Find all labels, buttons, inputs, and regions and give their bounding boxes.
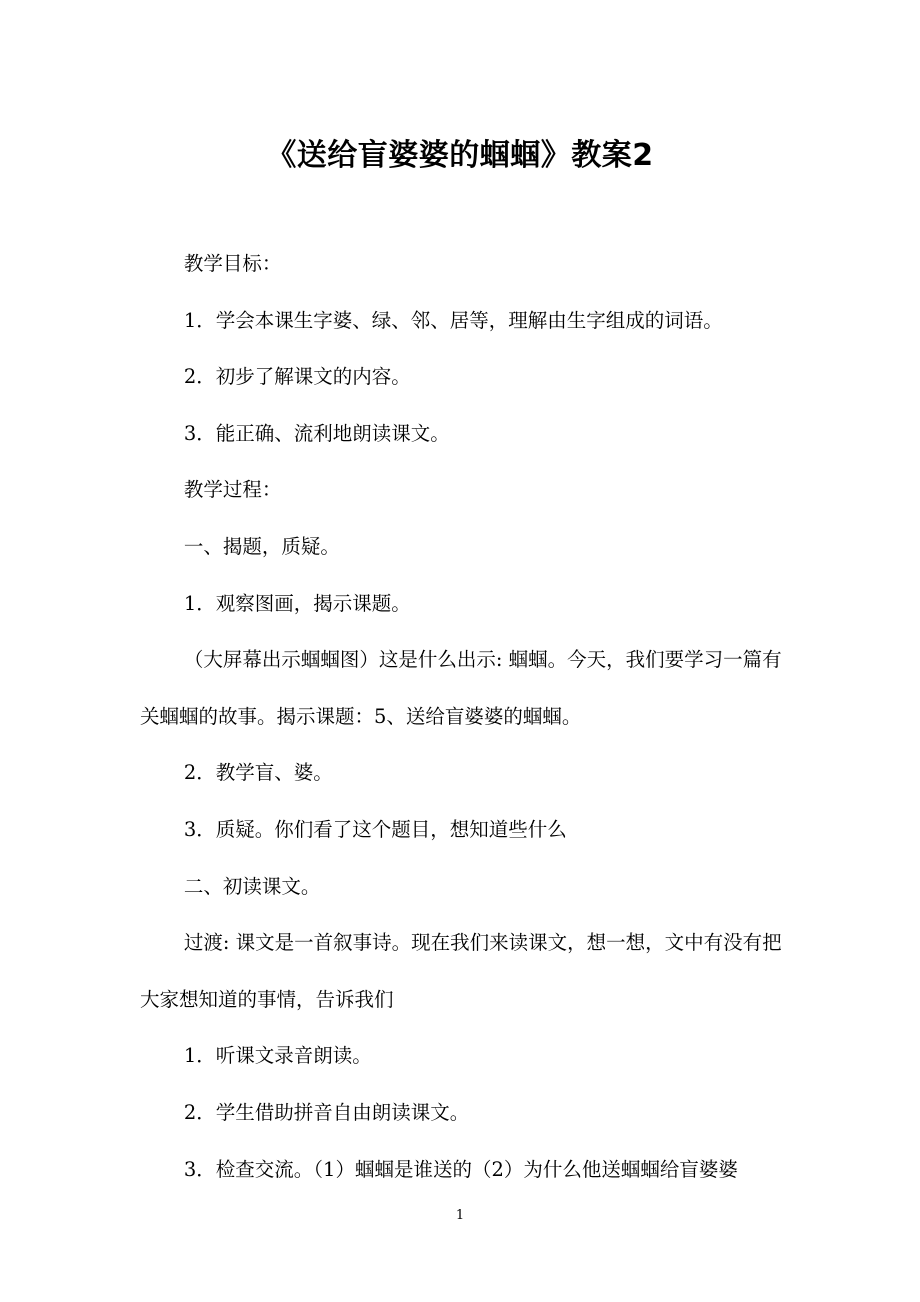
document-title: 《送给盲婆婆的蝈蝈》教案2 [266,138,654,174]
paragraph-goal-2: 2．初步了解课文的内容。 [183,365,411,389]
paragraph-step-1-3: 3．质疑。你们看了这个题目，想知道些什么 [183,817,567,841]
paragraph-step-2-2: 2．学生借助拼音自由朗读课文。 [183,1100,470,1124]
paragraph-step-2-1: 1．听课文录音朗读。 [183,1044,372,1068]
paragraph-step-1-1: 1．观察图画，揭示课题。 [183,591,411,615]
paragraph-goal-1: 1．学会本课生字婆、绿、邻、居等，理解由生字组成的词语。 [183,308,723,332]
paragraph-section-1-heading: 一、揭题，质疑。 [183,534,340,558]
document-body [140,236,782,1198]
paragraph-step-2-3: 3．检查交流。（1）蝈蝈是谁送的（2）为什么他送蝈蝈给盲婆婆 [183,1157,738,1181]
paragraph-process-heading: 教学过程： [183,478,282,502]
paragraph-teaching-goals-heading: 教学目标： [183,252,282,275]
paragraph-step-1-2: 2．教学盲、婆。 [183,761,333,785]
paragraph-section-2-heading: 二、初读课文。 [183,874,321,898]
paragraph-step-1-1-detail: （大屏幕出示蝈蝈图）这是什么出示: 蝈蝈。今天，我们要学习一篇有关蝈蝈的故事。揭示课题：5、送给盲婆婆的蝈蝈。 [140,648,782,728]
paragraph-goal-3: 3．能正确、流利地朗读课文。 [183,421,450,445]
paragraph-transition: 过渡: 课文是一首叙事诗。现在我们来读课文，想一想，文中有没有把大家想知道的事情，告诉我们 [140,931,782,1011]
page-number: 1 [455,1208,465,1223]
